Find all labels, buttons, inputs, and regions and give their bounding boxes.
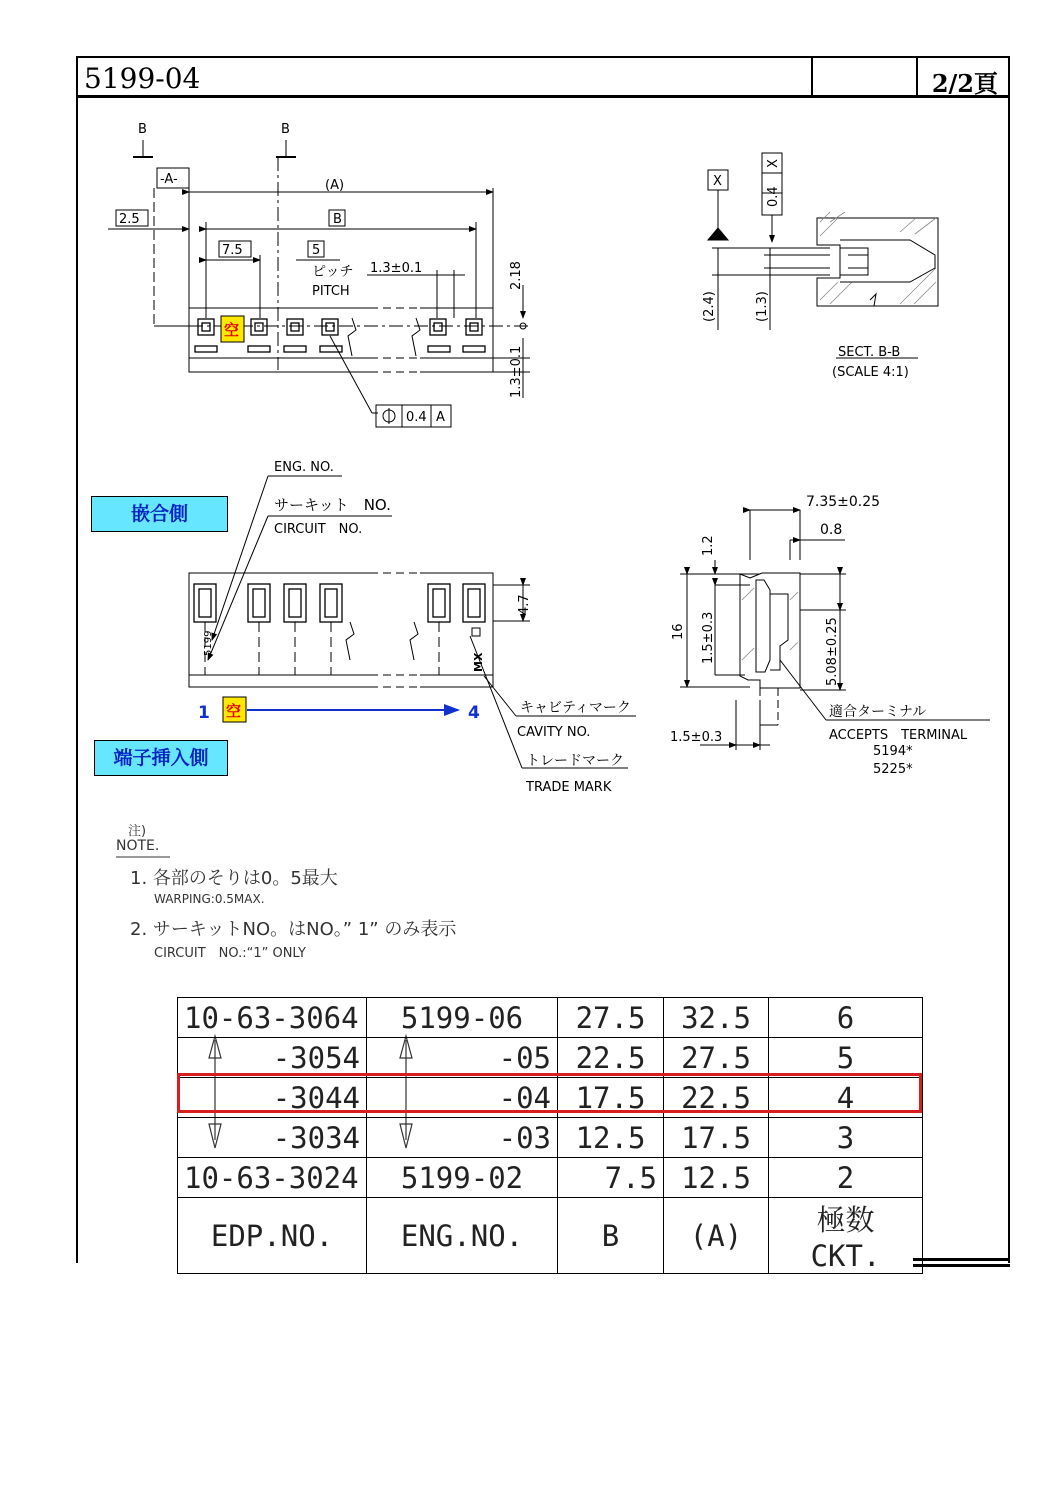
header-a: (A) <box>664 1198 769 1274</box>
dim-2-4-label: (2.4) <box>702 291 717 322</box>
edp-no-cell: 10-63-3024 <box>178 1158 367 1198</box>
empty-mark-top-text: 空 <box>224 321 240 339</box>
b-cell: 27.5 <box>558 998 664 1038</box>
note-1-jp: 1. 各部のそりは0。5最大 <box>130 868 338 889</box>
cavity-num-4: 4 <box>468 703 480 723</box>
table-header-row <box>178 1198 923 1274</box>
dim-5-label: 5 <box>312 243 321 258</box>
section-b-left-label: B <box>138 122 147 137</box>
a-cell: 22.5 <box>664 1078 769 1118</box>
eng-no-cell: -04 <box>367 1078 558 1118</box>
terminal-en-label: ACCEPTS TERMINAL <box>829 728 968 743</box>
dim-0-8-label: 0.8 <box>820 522 843 538</box>
ckt-cell: 2 <box>769 1158 923 1198</box>
table-row <box>178 1158 923 1198</box>
note-head-jp: 注) <box>128 824 147 839</box>
dim-a-label: (A) <box>325 178 345 193</box>
cavity-num-1: 1 <box>198 703 210 723</box>
b-cell: 12.5 <box>558 1118 664 1158</box>
b-cell: 7.5 <box>558 1158 664 1198</box>
section-tolerance-datum: X <box>766 159 781 168</box>
a-cell: 27.5 <box>664 1038 769 1078</box>
edp-no-cell: -3054 <box>178 1038 367 1078</box>
section-tolerance-value: 0.4 <box>766 186 781 207</box>
cavity-en-label: CAVITY NO. <box>517 725 591 740</box>
eng-no-cell: 5199-06 <box>367 998 558 1038</box>
b-cell: 22.5 <box>558 1038 664 1078</box>
bottom-rule-1 <box>913 1258 1010 1261</box>
header-ckt: 極数 CKT. <box>769 1198 923 1274</box>
note-head-en: NOTE. <box>116 838 160 854</box>
dim-7-35-label: 7.35±0.25 <box>806 494 881 510</box>
dim-1-3-vertical-label: 1.3±0.1 <box>509 345 524 398</box>
insert-side-label-box <box>94 740 228 776</box>
empty-mark-bottom-text: 空 <box>226 702 242 720</box>
dim-b-label: B <box>333 212 342 227</box>
cavity-jp-label: キャビティマーク <box>520 700 631 716</box>
section-b-right-label: B <box>281 122 290 137</box>
header-b: B <box>558 1198 664 1274</box>
ckt-cell: 4 <box>769 1078 923 1118</box>
bottom-rule-2 <box>913 1264 1010 1267</box>
section-title: SECT. B-B <box>838 345 901 360</box>
edp-no-cell: -3044 <box>178 1078 367 1118</box>
ckt-cell: 6 <box>769 998 923 1038</box>
mating-side-label-box <box>91 496 228 532</box>
vertical-text-mx: MX <box>472 652 485 672</box>
ckt-cell: 5 <box>769 1038 923 1078</box>
edp-no-cell: -3034 <box>178 1118 367 1158</box>
dim-2-18-label: 2.18 <box>509 261 524 290</box>
datum-a-label: -A- <box>160 172 178 187</box>
mating-side-label: 嵌合側 <box>130 503 188 525</box>
variant-table <box>177 997 923 1274</box>
tolerance-value: 0.4 <box>406 410 427 425</box>
note-2-en: CIRCUIT NO.:“1” ONLY <box>154 946 306 961</box>
a-cell: 12.5 <box>664 1158 769 1198</box>
dim-1-5-vertical-label: 1.5±0.3 <box>701 611 716 664</box>
cavity-arrow <box>198 697 480 723</box>
part-number: 5199-04 <box>84 62 201 95</box>
circuit-en-label: CIRCUIT NO. <box>274 522 363 537</box>
dim-5-08-label: 5.08±0.25 <box>825 617 840 686</box>
dim-1-3-label: 1.3±0.1 <box>370 261 423 276</box>
eng-no-cell: -03 <box>367 1118 558 1158</box>
table-row <box>178 1118 923 1158</box>
insert-side-label: 端子挿入側 <box>113 747 209 769</box>
a-cell: 32.5 <box>664 998 769 1038</box>
dim-1-2-label: 1.2 <box>701 535 716 556</box>
tolerance-datum: A <box>436 410 445 425</box>
datum-x-label: X <box>713 174 722 189</box>
terminal-5194: 5194* <box>873 744 913 759</box>
empty-mark-top <box>221 316 244 342</box>
ckt-cell: 3 <box>769 1118 923 1158</box>
section-view <box>708 153 938 358</box>
side-view-text <box>670 494 968 777</box>
pitch-jp-label: ピッチ <box>312 264 354 280</box>
page-number: 2/2頁 <box>931 69 998 98</box>
section-scale: (SCALE 4:1) <box>832 365 909 380</box>
header-eng-no: ENG.NO. <box>367 1198 558 1274</box>
header-edp-no: EDP.NO. <box>178 1198 367 1274</box>
dim-16-label: 16 <box>671 623 686 640</box>
note-2-jp: 2. サーキットNO。はNO。” 1” のみ表示 <box>130 919 457 940</box>
note-1-en: WARPING:0.5MAX. <box>154 892 265 906</box>
trade-jp-label: トレードマーク <box>526 753 624 769</box>
vertical-text-5199: 5199 <box>203 630 214 656</box>
dim-4-7-label: 4.7 <box>517 594 532 615</box>
pitch-en-label: PITCH <box>312 284 350 299</box>
highlighted-row-outline <box>177 1073 922 1113</box>
eng-no-cell: 5199-02 <box>367 1158 558 1198</box>
edp-no-cell: 10-63-3064 <box>178 998 367 1038</box>
terminal-jp-label: 適合ターミナル <box>829 704 927 720</box>
b-cell: 17.5 <box>558 1078 664 1118</box>
circuit-jp-label: サーキット NO. <box>274 496 391 514</box>
dim-2-5-label: 2.5 <box>119 212 140 227</box>
top-view-text <box>119 122 524 425</box>
a-cell: 17.5 <box>664 1118 769 1158</box>
trade-en-label: TRADE MARK <box>526 780 612 795</box>
eng-no-label: ENG. NO. <box>274 460 334 475</box>
table-row <box>178 1038 923 1078</box>
table-row <box>178 998 923 1038</box>
eng-no-cell: -05 <box>367 1038 558 1078</box>
dim-1-3-section-label: (1.3) <box>755 291 770 322</box>
mating-text <box>203 460 631 795</box>
dim-1-5-horizontal-label: 1.5±0.3 <box>670 730 723 745</box>
terminal-5225: 5225* <box>873 762 913 777</box>
dim-7-5-label: 7.5 <box>222 243 243 258</box>
